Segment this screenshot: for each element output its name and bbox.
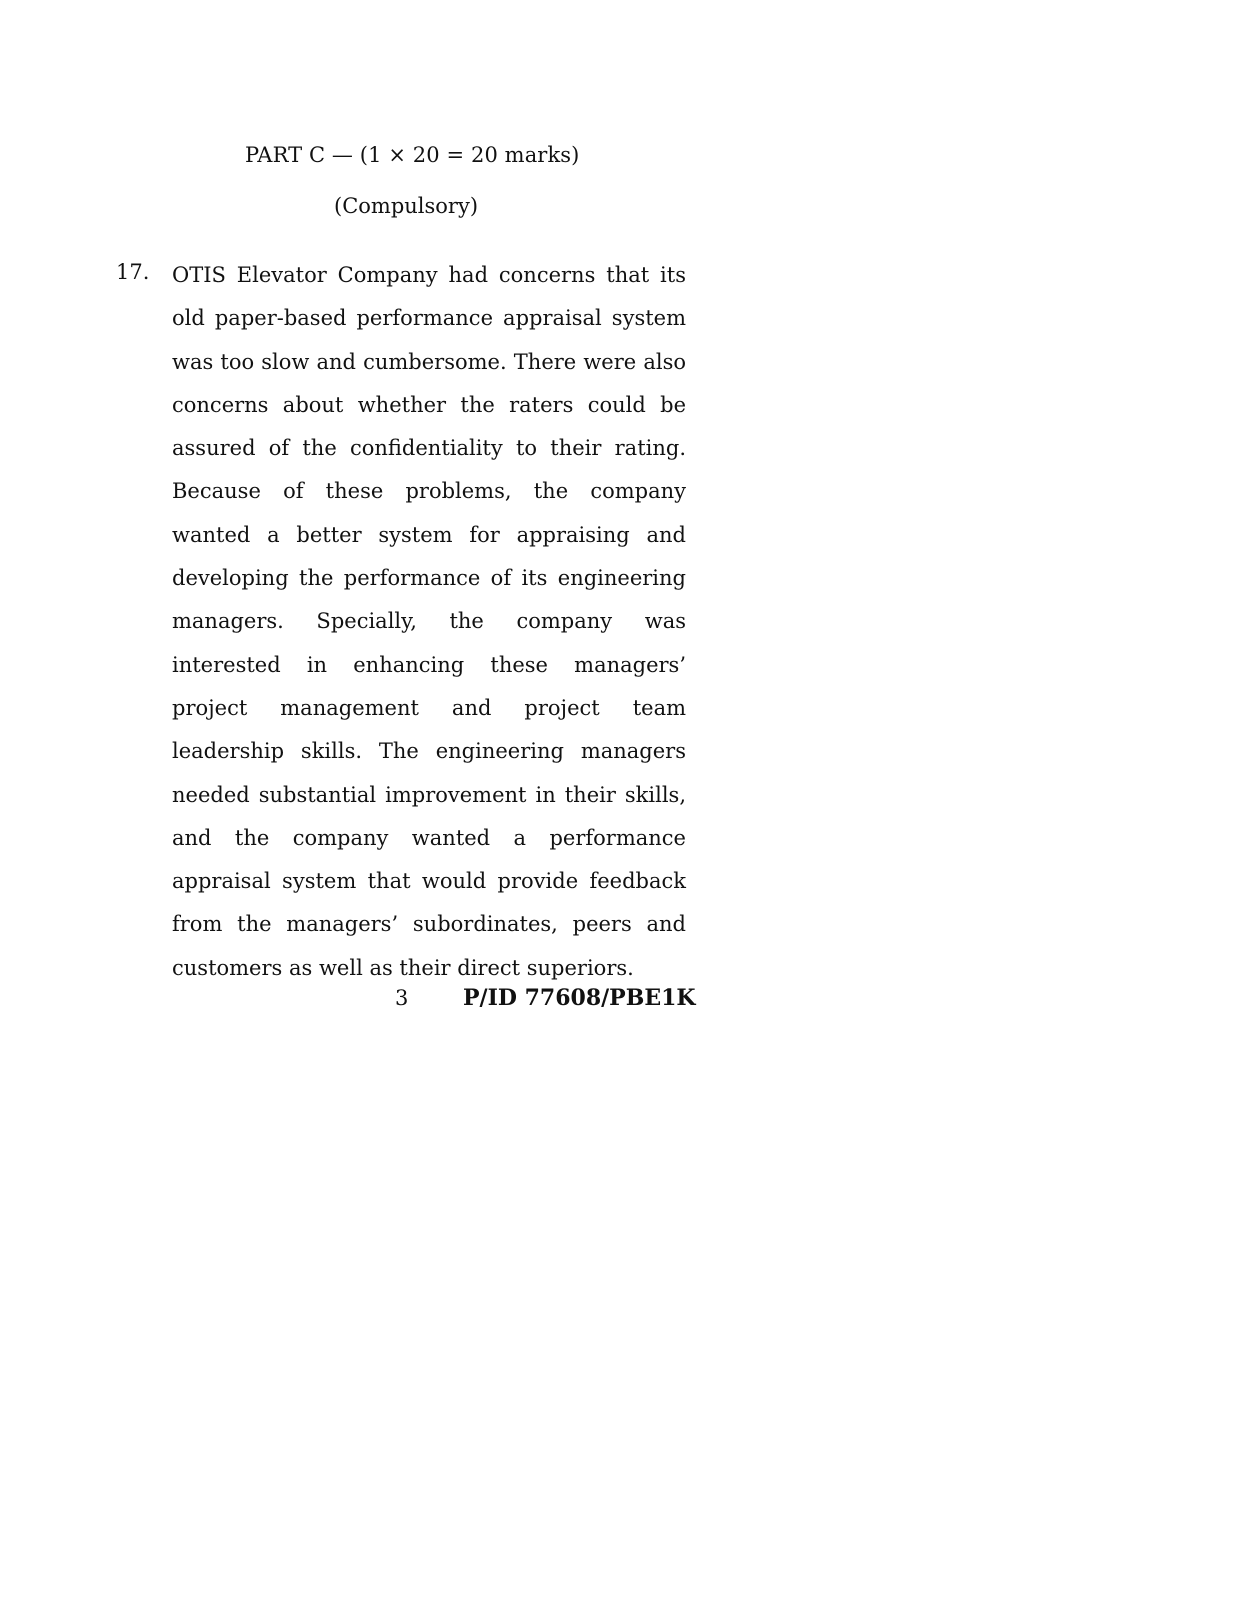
- page-number: 3: [395, 986, 409, 1010]
- part-heading: PART C — (1 × 20 = 20 marks): [245, 143, 580, 167]
- question-text: OTIS Elevator Company had concerns that its old paper-based performance appraisal system was too slow and cumbersome. There were also concerns about whether the raters could be assured of the confidentiality to their rating. Because of these problems, the company wanted a better system for appraising and developing the performance of its engineering managers. Specially, the company was interested in enhancing these managers’ project management and project team leadership skills. The engineering managers needed substantial improvement in their skills, and the company wanted a performance appraisal system that would provide feedback from the managers’ subordinates, peers and customers as well as their direct superiors.: [172, 263, 686, 980]
- paper-code: P/ID 77608/PBE1K: [463, 985, 696, 1011]
- question-number: 17.: [116, 260, 150, 284]
- compulsory-note: (Compulsory): [334, 194, 479, 218]
